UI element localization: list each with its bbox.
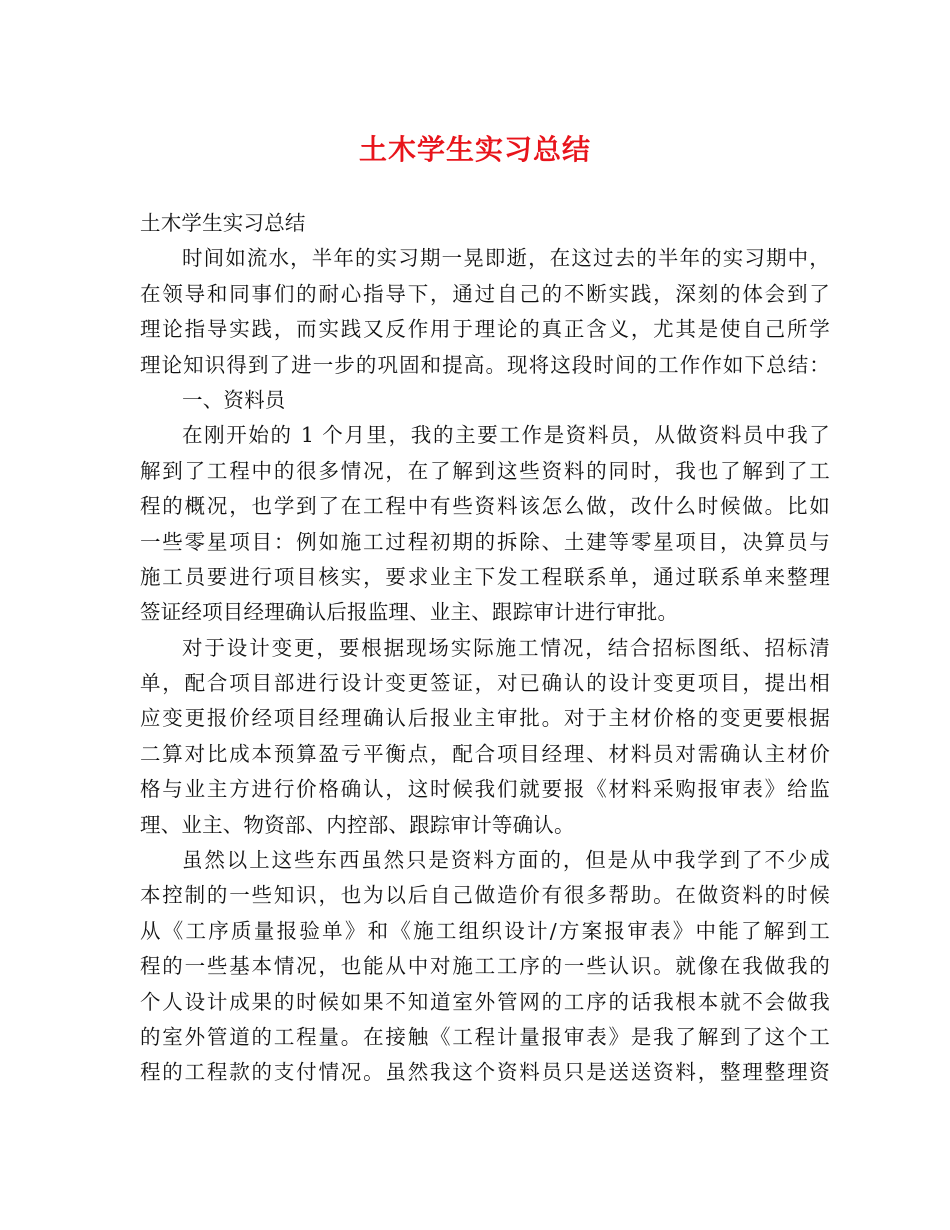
- text-line: 一、资料员: [182, 387, 286, 412]
- text-line: 在领导和同事们的耐心指导下，通过自己的不断实践，深刻的体会到了: [140, 281, 830, 306]
- text-line: 对于设计变更，要根据现场实际施工情况，结合招标图纸、招标清: [182, 635, 830, 660]
- text-line: 在刚开始的 1 个月里，我的主要工作是资料员，从做资料员中我了: [182, 423, 830, 448]
- text-line: 理、业主、物资部、内控部、跟踪审计等确认。: [140, 812, 575, 837]
- text-line: 本控制的一些知识，也为以后自己做造价有很多帮助。在做资料的时候: [140, 883, 830, 908]
- text-line: 时间如流水，半年的实习期一晃即逝，在这过去的半年的实习期中，: [182, 246, 830, 271]
- text-line: 程的工程款的支付情况。虽然我这个资料员只是送送资料，整理整理资: [140, 1060, 830, 1085]
- text-line: 应变更报价经项目经理确认后报业主审批。对于主材价格的变更要根据: [140, 706, 830, 731]
- text-line: 单，配合项目部进行设计变更签证，对已确认的设计变更项目，提出相: [140, 671, 830, 696]
- text-line: 理论指导实践，而实践又反作用于理论的真正含义，尤其是使自己所学: [140, 317, 830, 342]
- text-line: 格与业主方进行价格确认，这时候我们就要报《材料采购报审表》给监: [140, 777, 830, 802]
- text-line: 的室外管道的工程量。在接触《工程计量报审表》是我了解到了这个工: [140, 1024, 830, 1049]
- text-line: 虽然以上这些东西虽然只是资料方面的，但是从中我学到了不少成: [182, 848, 830, 873]
- text-line: 理论知识得到了进一步的巩固和提高。现将这段时间的工作作如下总结：: [140, 352, 830, 377]
- text-line: 程的一些基本情况，也能从中对施工工序的一些认识。就像在我做我的: [140, 954, 830, 979]
- text-line: 土木学生实习总结: [140, 211, 306, 235]
- text-line: 解到了工程中的很多情况，在了解到这些资料的同时，我也了解到了工: [140, 458, 830, 483]
- text-line: 个人设计成果的时候如果不知道室外管网的工序的话我根本就不会做我: [140, 989, 830, 1014]
- text-line: 二算对比成本预算盈亏平衡点，配合项目经理、材料员对需确认主材价: [140, 741, 830, 766]
- text-line: 一些零星项目：例如施工过程初期的拆除、土建等零星项目，决算员与: [140, 529, 830, 554]
- text-line: 程的概况，也学到了在工程中有些资料该怎么做，改什么时候做。比如: [140, 494, 830, 519]
- text-line: 签证经项目经理确认后报监理、业主、跟踪审计进行审批。: [140, 600, 679, 625]
- text-line: 从《工序质量报验单》和《施工组织设计/方案报审表》中能了解到工: [140, 918, 830, 943]
- document-body: [140, 206, 830, 1091]
- document-title: 土木学生实习总结: [358, 133, 591, 166]
- text-line: 施工员要进行项目核实，要求业主下发工程联系单，通过联系单来整理: [140, 564, 830, 589]
